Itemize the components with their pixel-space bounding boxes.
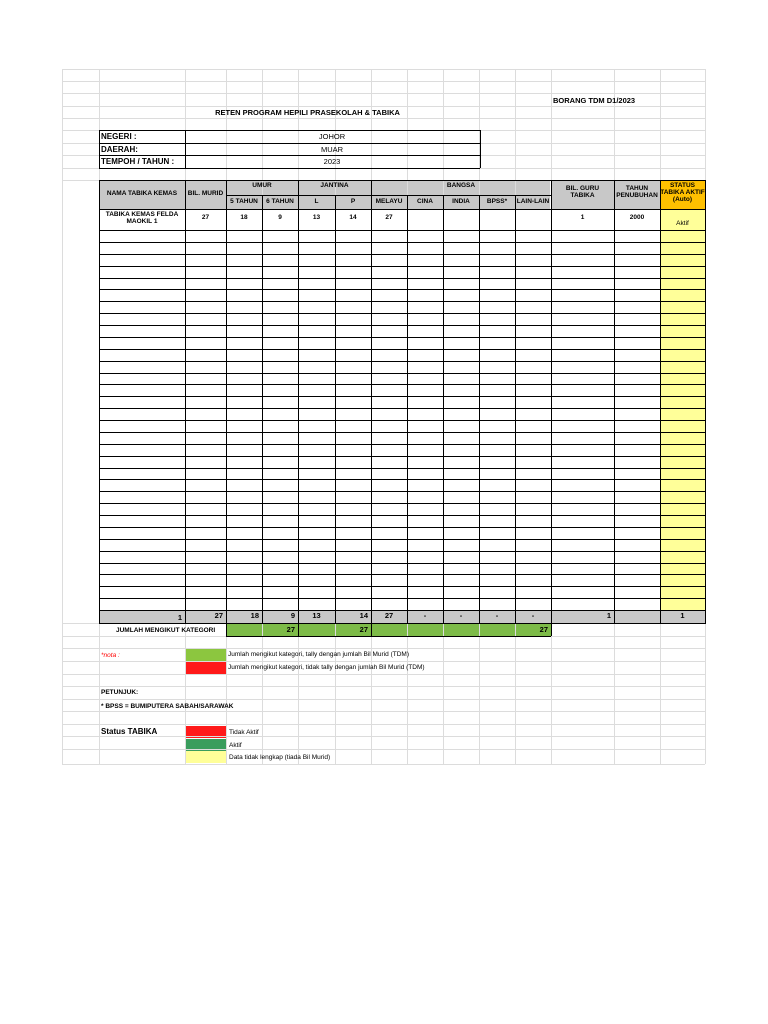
cell-border (262, 195, 263, 623)
header-jantina: JANTINA (320, 182, 349, 189)
cell-border (99, 574, 706, 575)
cell-border (99, 396, 706, 397)
cell-border (99, 491, 706, 492)
row1-guru[interactable]: 1 (580, 214, 585, 221)
cell-border (99, 278, 706, 279)
header-lain-lain: LAIN-LAIN (516, 198, 550, 205)
cell-border (99, 527, 706, 528)
total-cina: - (423, 611, 427, 620)
kategori-umur: 27 (286, 625, 295, 634)
nota-label: *nota : (101, 652, 120, 659)
row1-umur-5[interactable]: 18 (240, 214, 248, 221)
row1-nama[interactable]: TABIKA KEMAS FELDA MAOKIL 1 (105, 211, 179, 225)
bpss-note: * BPSS = BUMIPUTERA SABAH/SARAWAK (101, 703, 234, 710)
cell-border (99, 130, 100, 168)
row1-l[interactable]: 13 (312, 214, 321, 221)
legend-red-text: Jumlah mengikut kategori, tidak tally dengan jumlah Bil Murid (TDM) (228, 664, 425, 671)
header-umur-5: 5 TAHUN (230, 198, 258, 205)
grid-line (62, 686, 705, 687)
header-umur: UMUR (252, 182, 272, 189)
legend-green-text: Jumlah mengikut kategori, tally dengan jumlah Bil Murid (TDM) (228, 651, 409, 658)
cell-border (99, 384, 706, 385)
cell-border (705, 180, 706, 623)
row1-bil-murid[interactable]: 27 (201, 214, 210, 221)
header-bangsa: BANGSA (446, 182, 476, 189)
form-code: BORANG TDM D1/2023 (553, 96, 636, 105)
header-bil-guru: BIL. GURU TABIKA (565, 185, 600, 199)
cell-border (226, 195, 551, 196)
total-umur-6: 9 (290, 611, 295, 620)
cell-border (99, 444, 706, 445)
legend-tidak-aktif: Tidak Aktif (229, 729, 259, 736)
total-bpss: - (495, 611, 499, 620)
cell-border (99, 168, 480, 169)
kategori-bangsa: 27 (539, 625, 548, 634)
status-tabika-label: Status TABIKA (101, 727, 158, 736)
row1-melayu[interactable]: 27 (385, 214, 393, 221)
header-cina: CINA (417, 198, 433, 205)
grid-line (62, 93, 705, 94)
legend-aktif: Aktif (229, 742, 242, 749)
legend-swatch-green (185, 649, 226, 661)
grid-line (62, 661, 705, 662)
header-jantina-p: P (350, 198, 356, 205)
cell-border (99, 598, 706, 599)
cell-border (99, 266, 706, 267)
cell-border (99, 515, 706, 516)
cell-border (99, 130, 480, 131)
petunjuk-label: PETUNJUK: (101, 689, 139, 696)
cell-border (99, 337, 706, 338)
grid-line (62, 711, 705, 712)
cell-border (335, 195, 336, 623)
header-status-tabika: STATUS TABIKA AKTIF (Auto) (660, 182, 705, 203)
cell-border (226, 636, 551, 637)
cell-border (614, 180, 615, 623)
status-column-fill (660, 209, 705, 610)
legend-tidak-lengkap: Data tidak lengkap (tiada Bil Murid) (229, 754, 331, 761)
cell-border (99, 420, 706, 421)
header-india: INDIA (452, 198, 470, 205)
row1-umur-6[interactable]: 9 (278, 214, 282, 221)
header-umur-6: 6 TAHUN (266, 198, 294, 205)
cell-border (99, 301, 706, 302)
total-status: 1 (680, 611, 685, 620)
total-india: - (459, 611, 463, 620)
grid-line (62, 699, 705, 700)
grid-line (62, 724, 705, 725)
negeri-value[interactable]: JOHOR (318, 132, 346, 141)
grid-line (62, 674, 705, 675)
cell-border (99, 230, 706, 231)
tempoh-label: TEMPOH / TAHUN : (101, 157, 175, 166)
row1-status: Aktif (676, 220, 689, 227)
total-guru: 1 (606, 611, 611, 620)
grid-line (62, 648, 705, 649)
daerah-label: DAERAH: (101, 145, 138, 154)
grid-line (62, 764, 705, 765)
total-umur-5: 18 (250, 611, 259, 620)
cell-border (99, 313, 706, 314)
cell-border (407, 195, 408, 623)
cell-border (99, 254, 706, 255)
cell-border (185, 180, 186, 623)
cell-border (479, 195, 480, 623)
row1-tahun[interactable]: 2000 (629, 214, 645, 221)
daerah-value[interactable]: MUAR (320, 145, 344, 154)
cell-border (99, 551, 706, 552)
cell-border (99, 479, 706, 480)
total-l: 13 (312, 611, 321, 620)
grid-line (62, 69, 63, 764)
grid-line (62, 749, 705, 750)
cell-border (660, 180, 661, 623)
kategori-jantina: 27 (359, 625, 368, 634)
cell-border (99, 373, 706, 374)
cell-border (443, 195, 444, 623)
tempoh-value[interactable]: 2023 (323, 157, 341, 166)
grid-line (62, 106, 705, 107)
cell-border (99, 325, 706, 326)
cell-border (99, 468, 706, 469)
form-title: RETEN PROGRAM HEPILI PRASEKOLAH & TABIKA (215, 108, 400, 117)
cell-border (99, 456, 706, 457)
cell-border (99, 623, 706, 624)
cell-border (99, 610, 706, 611)
header-jantina-l: L (314, 198, 319, 205)
total-lain-lain: - (531, 611, 535, 620)
header-bil-murid: BIL. MURID (187, 190, 224, 197)
kategori-label: JUMLAH MENGIKUT KATEGORI (116, 627, 216, 634)
header-bpss: BPSS* (486, 198, 508, 205)
row1-p[interactable]: 14 (349, 214, 357, 221)
grid-line (62, 81, 705, 82)
negeri-label: NEGERI : (101, 132, 137, 141)
cell-border (99, 361, 706, 362)
legend-swatch-red (185, 662, 226, 674)
grid-line (62, 69, 705, 70)
cell-border (99, 155, 480, 156)
cell-border (99, 242, 706, 243)
cell-border (99, 408, 706, 409)
header-nama: NAMA TABIKA KEMAS (106, 190, 178, 197)
cell-border (99, 503, 706, 504)
cell-border (99, 563, 706, 564)
cell-border (99, 143, 480, 144)
cell-border (99, 180, 100, 623)
cell-border (99, 289, 706, 290)
total-bil-murid: 27 (214, 611, 223, 620)
cell-border (99, 586, 706, 587)
cell-border (515, 195, 516, 623)
total-count: 1 (177, 613, 182, 622)
cell-border (99, 539, 706, 540)
cell-border (480, 130, 481, 168)
grid-line (62, 736, 705, 737)
cell-border (99, 349, 706, 350)
status-swatch-tidak-lengkap (185, 751, 226, 763)
total-melayu: 27 (384, 611, 394, 620)
cell-border (99, 432, 706, 433)
grid-line (62, 118, 705, 119)
header-tahun-penubuhan: TAHUN PENUBUHAN (616, 185, 658, 199)
total-p: 14 (359, 611, 368, 620)
header-melayu: MELAYU (375, 198, 403, 205)
